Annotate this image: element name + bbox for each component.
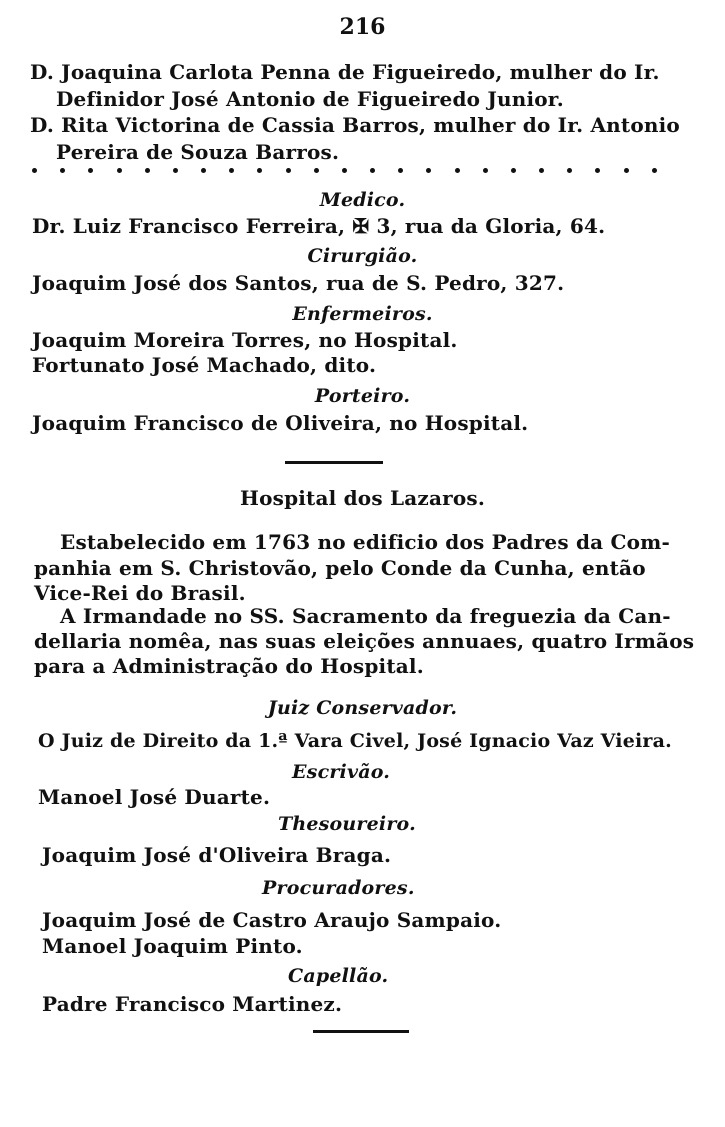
capellao-heading: Capellão. <box>288 965 389 987</box>
intro-entry-1-cont: Definidor José Antonio de Figueiredo Junior. <box>56 87 564 111</box>
porteiro-heading: Porteiro. <box>314 385 411 407</box>
thesoureiro-heading: Thesoureiro. <box>278 813 416 835</box>
hospital-para1-line2: panhia em S. Christovão, pelo Conde da Cunha, então <box>34 556 646 580</box>
dotted-separator <box>32 168 657 173</box>
cirurgiao-entry: Joaquim José dos Santos, rua de S. Pedro, 327. <box>32 271 565 295</box>
intro-entry-1: D. Joaquina Carlota Penna de Figueiredo, mulher do Ir. <box>30 60 660 84</box>
cirurgiao-heading: Cirurgião. <box>307 245 418 267</box>
medico-entry: Dr. Luiz Francisco Ferreira, ✠ 3, rua da Gloria, 64. <box>32 214 606 238</box>
thesoureiro-entry: Joaquim José d'Oliveira Braga. <box>42 843 392 867</box>
porteiro-entry: Joaquim Francisco de Oliveira, no Hospital. <box>32 411 529 435</box>
page-number: 216 <box>339 14 386 40</box>
enfermeiros-heading: Enfermeiros. <box>292 303 433 325</box>
escrivao-heading: Escrivão. <box>292 761 391 783</box>
procurador-entry-1: Joaquim José de Castro Araujo Sampaio. <box>42 908 502 932</box>
bottom-rule <box>313 1030 409 1033</box>
juiz-heading: Juiz Conservador. <box>267 697 458 719</box>
enfermeiro-entry-1: Joaquim Moreira Torres, no Hospital. <box>32 328 458 352</box>
hospital-para1-line3: Vice-Rei do Brasil. <box>34 581 246 605</box>
enfermeiro-entry-2: Fortunato José Machado, dito. <box>32 353 377 377</box>
intro-entry-2-cont: Pereira de Souza Barros. <box>56 140 340 164</box>
hospital-para1-line1: Estabelecido em 1763 no edificio dos Padres da Com- <box>60 530 671 554</box>
procurador-entry-2: Manoel Joaquim Pinto. <box>42 934 303 958</box>
intro-entry-2: D. Rita Victorina de Cassia Barros, mulher do Ir. Antonio <box>30 113 680 137</box>
hospital-para2-line1: A Irmandade no SS. Sacramento da freguezia da Can- <box>60 604 671 628</box>
medico-heading: Medico. <box>319 189 406 211</box>
procuradores-heading: Procuradores. <box>262 877 415 899</box>
hospital-para2-line3: para a Administração do Hospital. <box>34 654 424 678</box>
hospital-para2-line2: dellaria nomêa, nas suas eleições annuaes, quatro Irmãos <box>34 629 695 653</box>
escrivao-entry: Manoel José Duarte. <box>38 785 271 809</box>
section-rule <box>285 461 383 464</box>
hospital-title: Hospital dos Lazaros. <box>239 486 486 510</box>
capellao-entry: Padre Francisco Martinez. <box>42 992 343 1016</box>
juiz-entry: O Juiz de Direito da 1.ª Vara Civel, José Ignacio Vaz Vieira. <box>38 730 672 752</box>
